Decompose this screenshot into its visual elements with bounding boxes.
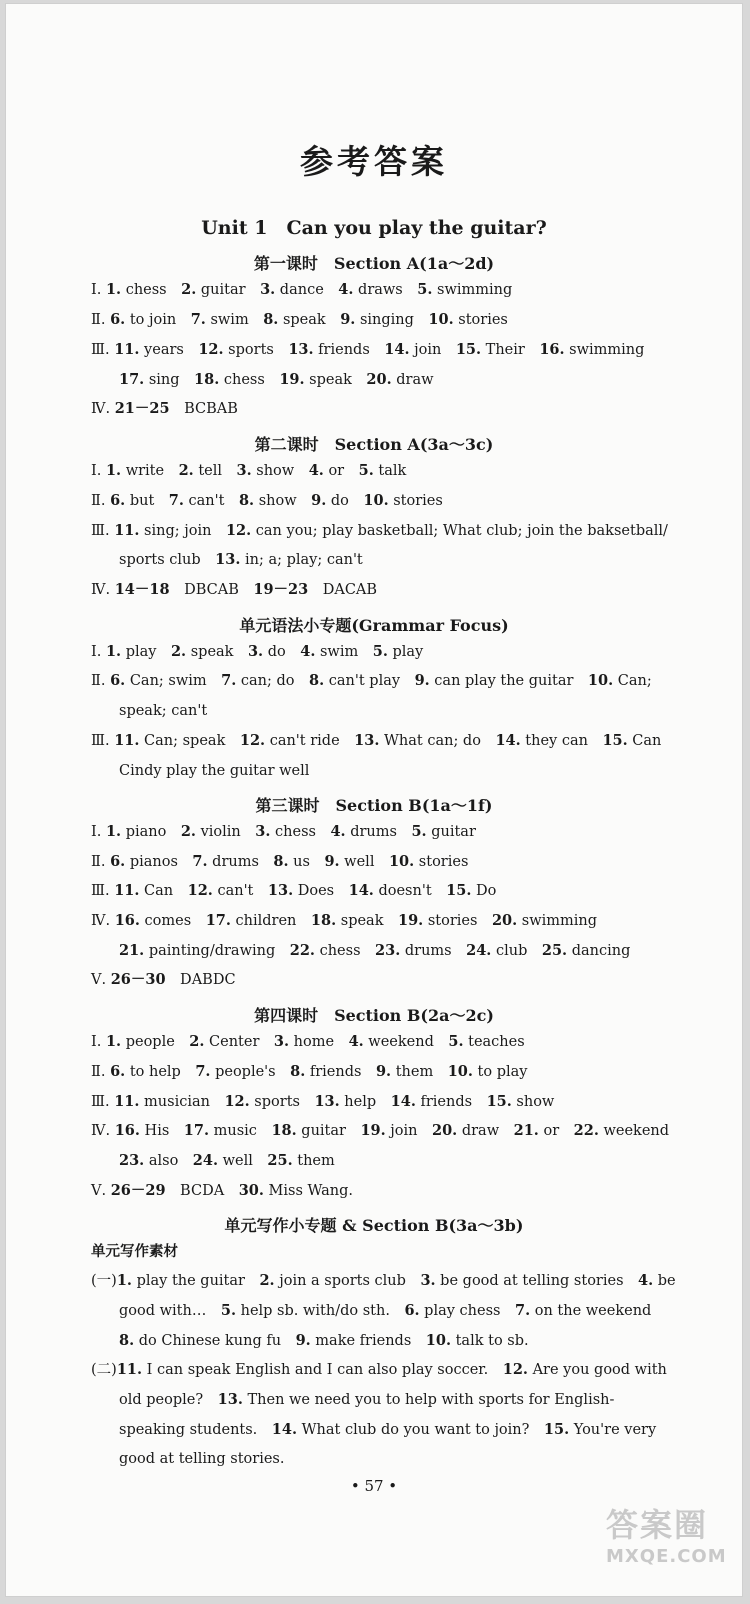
section-heading: 单元写作小专题 & Section B(3a～3b)	[224, 1216, 524, 1235]
unit-title: Unit 1 Can you play the guitar?	[201, 217, 547, 239]
answer-page	[6, 4, 742, 1596]
page-title: 参考答案	[300, 142, 448, 181]
answer-line: Ⅱ. 6. Can; swim 7. can; do 8. can't play 9. can play the guitar 10. Can;	[91, 672, 652, 689]
answer-line: good with… 5. help sb. with/do sth. 6. play chess 7. on the weekend	[119, 1302, 652, 1319]
answer-line: Ⅰ. 1. play 2. speak 3. do 4. swim 5. play	[91, 643, 424, 660]
answer-line: 17. sing 18. chess 19. speak 20. draw	[119, 371, 434, 388]
answer-line: Ⅱ. 6. to help 7. people's 8. friends 9. them 10. to play	[91, 1063, 528, 1080]
section-heading: 第一课时 Section A(1a～2d)	[253, 254, 495, 273]
answer-line: Cindy play the guitar well	[119, 763, 310, 779]
page-number: • 57 •	[350, 1477, 398, 1495]
answer-line: good at telling stories.	[119, 1451, 285, 1467]
answer-line: Ⅱ. 6. but 7. can't 8. show 9. do 10. stories	[91, 492, 443, 509]
answer-line: Ⅳ. 16. His 17. music 18. guitar 19. join 20. draw 21. or 22. weekend	[91, 1122, 670, 1139]
answer-line: Ⅲ. 11. years 12. sports 13. friends 14. join 15. Their 16. swimming	[91, 341, 645, 358]
answer-line: Ⅰ. 1. people 2. Center 3. home 4. weekend 5. teaches	[91, 1033, 525, 1050]
subheading: 单元写作素材	[91, 1244, 178, 1260]
answer-line: (一)1. play the guitar 2. join a sports club 3. be good at telling stories 4. be	[91, 1272, 676, 1289]
answer-line: Ⅴ. 26－30 DABDC	[91, 971, 236, 988]
answer-line: Ⅱ. 6. to join 7. swim 8. speak 9. singing 10. stories	[91, 311, 508, 328]
answer-line: Ⅳ. 14－18 DBCAB 19－23 DACAB	[91, 581, 378, 598]
answer-line: 23. also 24. well 25. them	[119, 1152, 335, 1169]
answer-line: Ⅰ. 1. piano 2. violin 3. chess 4. drums 5. guitar	[91, 823, 476, 840]
answer-line: Ⅰ. 1. write 2. tell 3. show 4. or 5. talk	[91, 462, 407, 479]
answer-line: (二)11. I can speak English and I can also play soccer. 12. Are you good with	[91, 1361, 667, 1378]
answer-line: speaking students. 14. What club do you want to join? 15. You're very	[119, 1421, 657, 1438]
section-heading: 单元语法小专题(Grammar Focus)	[239, 616, 509, 635]
answer-line: Ⅲ. 11. musician 12. sports 13. help 14. friends 15. show	[91, 1093, 555, 1110]
answer-line: Ⅲ. 11. sing; join 12. can you; play basketball; What club; join the baksetball/	[91, 522, 668, 539]
answer-line: old people? 13. Then we need you to help with sports for English-	[119, 1391, 615, 1408]
watermark-text: 答案圈	[606, 1506, 709, 1544]
watermark-logo	[606, 1500, 742, 1570]
section-heading: 第四课时 Section B(2a～2c)	[254, 1006, 494, 1025]
answer-line: sports club 13. in; a; play; can't	[119, 551, 363, 568]
answer-line: Ⅱ. 6. pianos 7. drums 8. us 9. well 10. stories	[91, 853, 469, 870]
answer-line: speak; can't	[119, 703, 208, 719]
answer-line: Ⅲ. 11. Can 12. can't 13. Does 14. doesn't 15. Do	[91, 882, 497, 899]
answer-line: Ⅳ. 16. comes 17. children 18. speak 19. stories 20. swimming	[91, 912, 598, 929]
answer-line: Ⅳ. 21－25 BCBAB	[91, 400, 238, 417]
answer-line: Ⅲ. 11. Can; speak 12. can't ride 13. What can; do 14. they can 15. Can	[91, 732, 662, 749]
watermark-url: MXQE.COM	[606, 1546, 727, 1567]
answer-line: Ⅰ. 1. chess 2. guitar 3. dance 4. draws 5. swimming	[91, 281, 513, 298]
answer-line: 21. painting/drawing 22. chess 23. drums 24. club 25. dancing	[119, 942, 631, 959]
section-heading: 第三课时 Section B(1a～1f)	[255, 796, 493, 815]
section-heading: 第二课时 Section A(3a～3c)	[254, 435, 494, 454]
answer-line: Ⅴ. 26－29 BCDA 30. Miss Wang.	[91, 1182, 354, 1199]
answer-line: 8. do Chinese kung fu 9. make friends 10. talk to sb.	[119, 1332, 529, 1349]
